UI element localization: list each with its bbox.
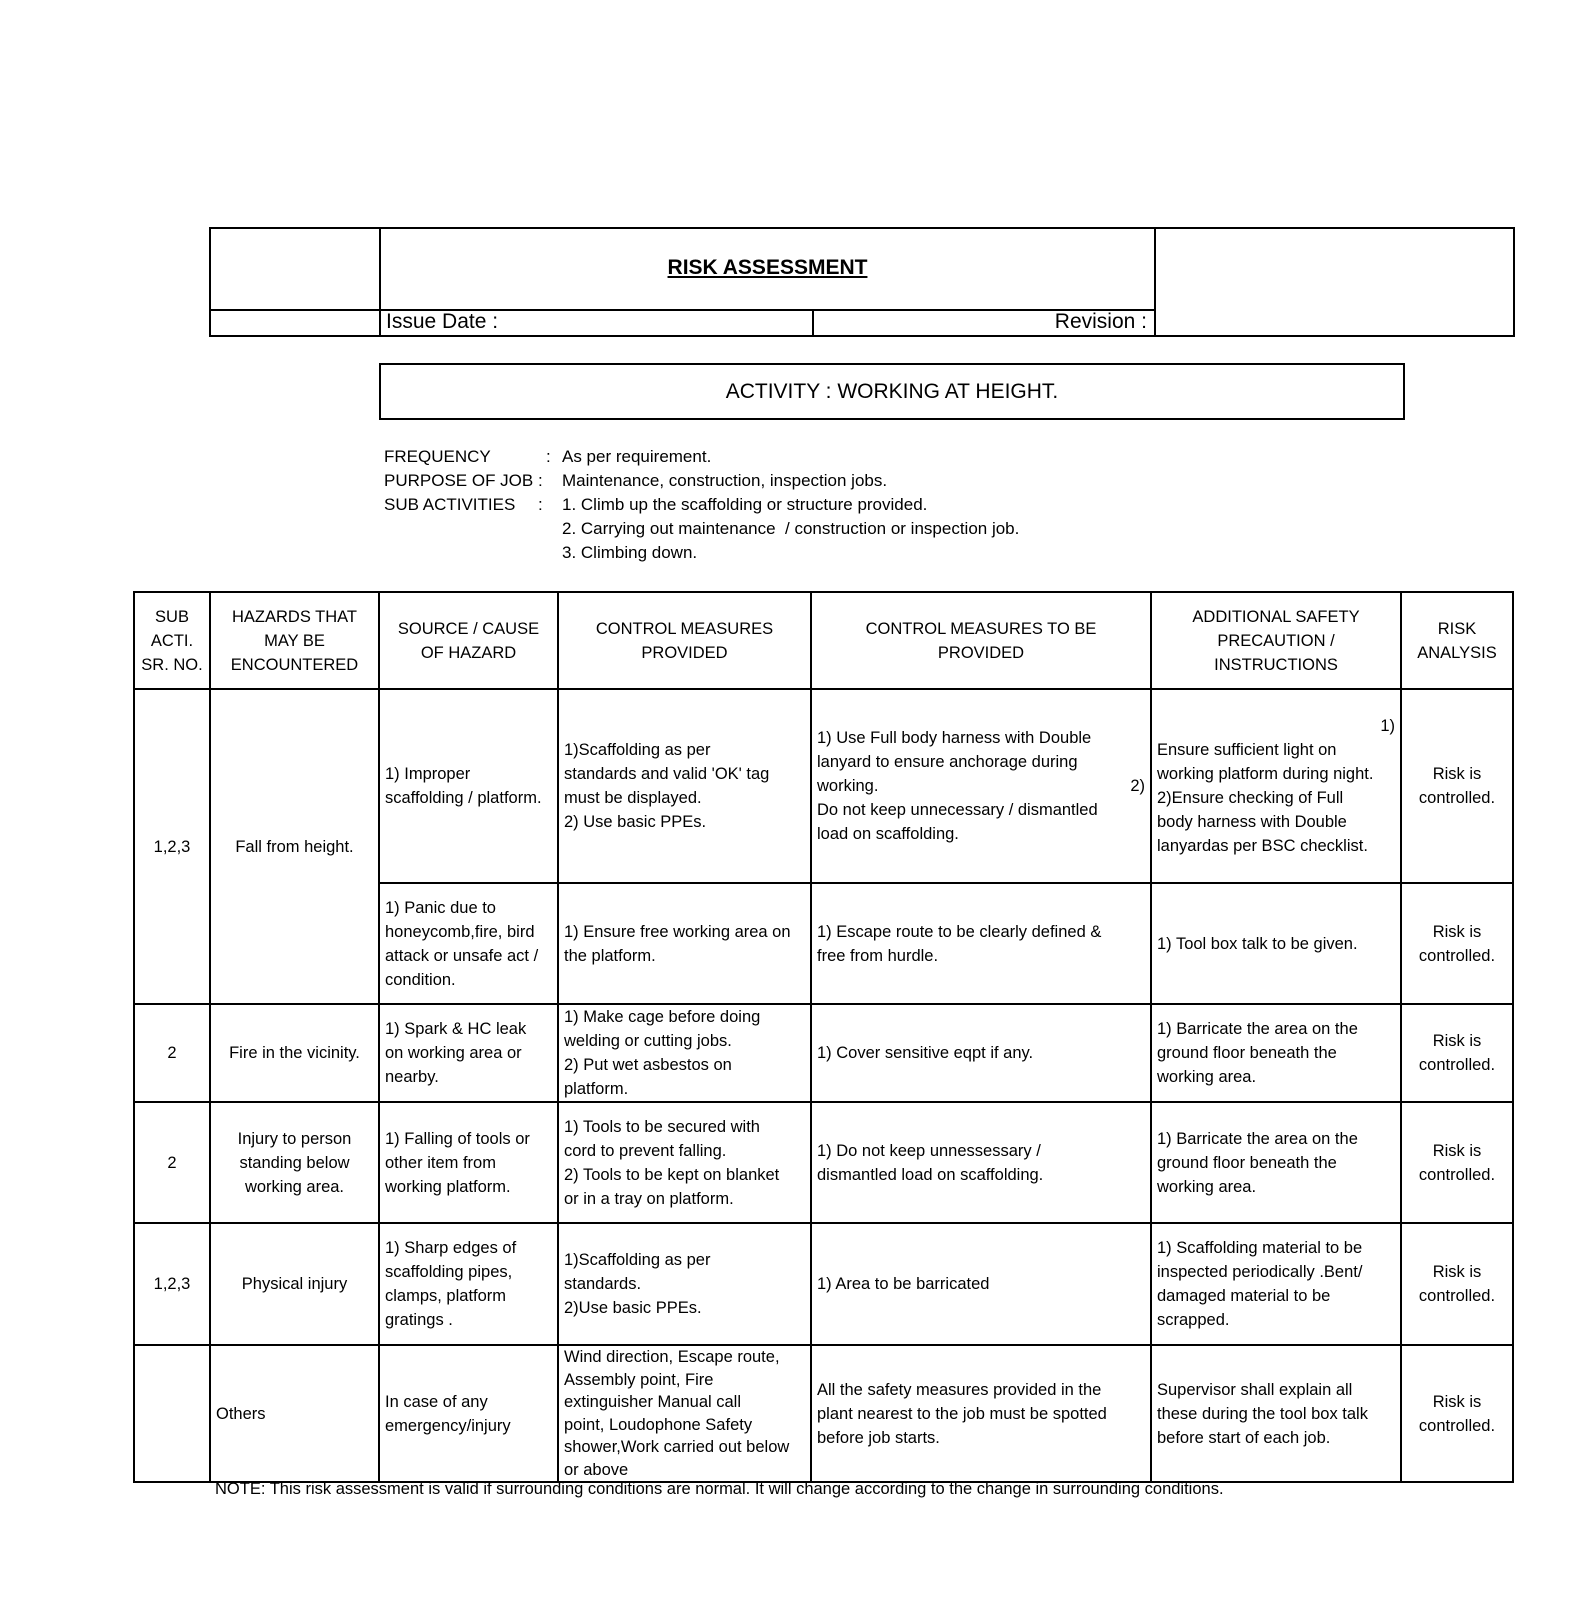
header-additional-safety: ADDITIONAL SAFETY PRECAUTION / INSTRUCTIONS bbox=[1151, 592, 1401, 689]
purpose-value: Maintenance, construction, inspection jobs. bbox=[562, 471, 888, 490]
cell-source: 1) Sharp edges of scaffolding pipes, clamps, platform gratings . bbox=[379, 1223, 558, 1345]
table-row bbox=[134, 1102, 1513, 1223]
cell-hazard: Fire in the vicinity. bbox=[210, 1004, 379, 1102]
header-hazards: HAZARDS THAT MAY BE ENCOUNTERED bbox=[210, 592, 379, 689]
sub-activities-colon: : bbox=[538, 495, 543, 514]
cell-additional-safety: 1) Barricate the area on the ground floor beneath the working area. bbox=[1151, 1102, 1401, 1223]
cell-sr-no: 2 bbox=[134, 1102, 210, 1223]
cell-source: 1) Improper scaffolding / platform. bbox=[379, 689, 558, 883]
cell-control-provided: 1) Tools to be secured with cord to prevent falling. 2) Tools to be kept on blanket or in a tray on platform. bbox=[558, 1102, 811, 1223]
cell-source: 1) Panic due to honeycomb,fire, bird attack or unsafe act / condition. bbox=[379, 883, 558, 1004]
table-row bbox=[134, 1345, 1513, 1482]
cell-control-to-be: 1) Escape route to be clearly defined & free from hurdle. bbox=[811, 883, 1151, 1004]
issue-date-label: Issue Date : bbox=[386, 310, 499, 333]
cell-risk-analysis: Risk is controlled. bbox=[1401, 1345, 1513, 1482]
frequency-colon: : bbox=[546, 447, 551, 466]
sub-activities-label: SUB ACTIVITIES bbox=[384, 495, 516, 514]
cell-additional-safety: 1) Ensure sufficient light on working platform during night. 2)Ensure checking of Full body harness with Double lanyardas per BSC checklist. bbox=[1151, 689, 1401, 883]
header-source: SOURCE / CAUSE OF HAZARD bbox=[379, 592, 558, 689]
cell-control-to-be: 1) Cover sensitive eqpt if any. bbox=[811, 1004, 1151, 1102]
cell-control-to-be: 1) Use Full body harness with Double lanyard to ensure anchorage during working. 2) Do not keep unnecessary / dismantled load on scaffolding. bbox=[811, 689, 1151, 883]
cell-additional-safety: 1) Tool box talk to be given. bbox=[1151, 883, 1401, 1004]
page-title: RISK ASSESSMENT bbox=[667, 256, 868, 279]
table-row bbox=[134, 1223, 1513, 1345]
cell-sr-no: 2 bbox=[134, 1004, 210, 1102]
activity-title: ACTIVITY : WORKING AT HEIGHT. bbox=[379, 363, 1405, 420]
cell-sr-no bbox=[134, 1345, 210, 1482]
cell-additional-safety: 1) Scaffolding material to be inspected periodically .Bent/ damaged material to be scrapped. bbox=[1151, 1223, 1401, 1345]
cell-control-to-be: 1) Area to be barricated bbox=[811, 1223, 1151, 1345]
table-row bbox=[134, 689, 1513, 883]
cell-control-provided: Wind direction, Escape route, Assembly point, Fire extinguisher Manual call point, Loudophone Safety shower,Work carried out below or above bbox=[558, 1345, 811, 1482]
cell-risk-analysis: Risk is controlled. bbox=[1401, 689, 1513, 883]
cell-control-provided: 1) Ensure free working area on the platform. bbox=[558, 883, 811, 1004]
cell-risk-analysis: Risk is controlled. bbox=[1401, 883, 1513, 1004]
sub-activity-item: 1. Climb up the scaffolding or structure provided. bbox=[562, 495, 928, 514]
document-header bbox=[209, 227, 1515, 337]
header-risk-analysis: RISK ANALYSIS bbox=[1401, 592, 1513, 689]
cell-control-to-be: All the safety measures provided in the plant nearest to the job must be spotted before job starts. bbox=[811, 1345, 1151, 1482]
cell-additional-safety: Supervisor shall explain all these during the tool box talk before start of each job. bbox=[1151, 1345, 1401, 1482]
cell-sr-no: 1,2,3 bbox=[134, 689, 210, 1004]
footer-note: NOTE: This risk assessment is valid if surrounding conditions are normal. It will change according to the change in surrounding conditions. bbox=[215, 1480, 1224, 1498]
cell-control-provided: 1)Scaffolding as per standards. 2)Use basic PPEs. bbox=[558, 1223, 811, 1345]
cell-control-to-be: 1) Do not keep unnessessary / dismantled load on scaffolding. bbox=[811, 1102, 1151, 1223]
cell-source: 1) Spark & HC leak on working area or nearby. bbox=[379, 1004, 558, 1102]
cell-risk-analysis: Risk is controlled. bbox=[1401, 1223, 1513, 1345]
cell-additional-safety: 1) Barricate the area on the ground floor beneath the working area. bbox=[1151, 1004, 1401, 1102]
header-sr-no: SUB ACTI. SR. NO. bbox=[134, 592, 210, 689]
cell-sr-no: 1,2,3 bbox=[134, 1223, 210, 1345]
cell-risk-analysis: Risk is controlled. bbox=[1401, 1102, 1513, 1223]
cell-hazard: Others bbox=[210, 1345, 379, 1482]
header-control-to-be-provided: CONTROL MEASURES TO BE PROVIDED bbox=[811, 592, 1151, 689]
sub-activity-item: 3. Climbing down. bbox=[562, 543, 698, 562]
cell-hazard: Physical injury bbox=[210, 1223, 379, 1345]
table-row bbox=[134, 1004, 1513, 1102]
revision-label: Revision : bbox=[1054, 310, 1147, 333]
purpose-label: PURPOSE OF JOB : bbox=[384, 471, 543, 490]
cell-hazard: Fall from height. bbox=[210, 689, 379, 1004]
cell-control-provided: 1)Scaffolding as per standards and valid 'OK' tag must be displayed. 2) Use basic PPEs. bbox=[558, 689, 811, 883]
cell-source: In case of any emergency/injury bbox=[379, 1345, 558, 1482]
cell-hazard: Injury to person standing below working area. bbox=[210, 1102, 379, 1223]
table-header-row bbox=[134, 592, 1513, 689]
cell-risk-analysis: Risk is controlled. bbox=[1401, 1004, 1513, 1102]
risk-table bbox=[133, 591, 1514, 1483]
header-control-provided: CONTROL MEASURES PROVIDED bbox=[558, 592, 811, 689]
sub-activity-item: 2. Carrying out maintenance / construction or inspection job. bbox=[562, 519, 1020, 538]
cell-control-provided: 1) Make cage before doing welding or cutting jobs. 2) Put wet asbestos on platform. bbox=[558, 1004, 811, 1102]
cell-source: 1) Falling of tools or other item from working platform. bbox=[379, 1102, 558, 1223]
frequency-value: As per requirement. bbox=[562, 447, 712, 466]
frequency-label: FREQUENCY bbox=[384, 447, 491, 466]
